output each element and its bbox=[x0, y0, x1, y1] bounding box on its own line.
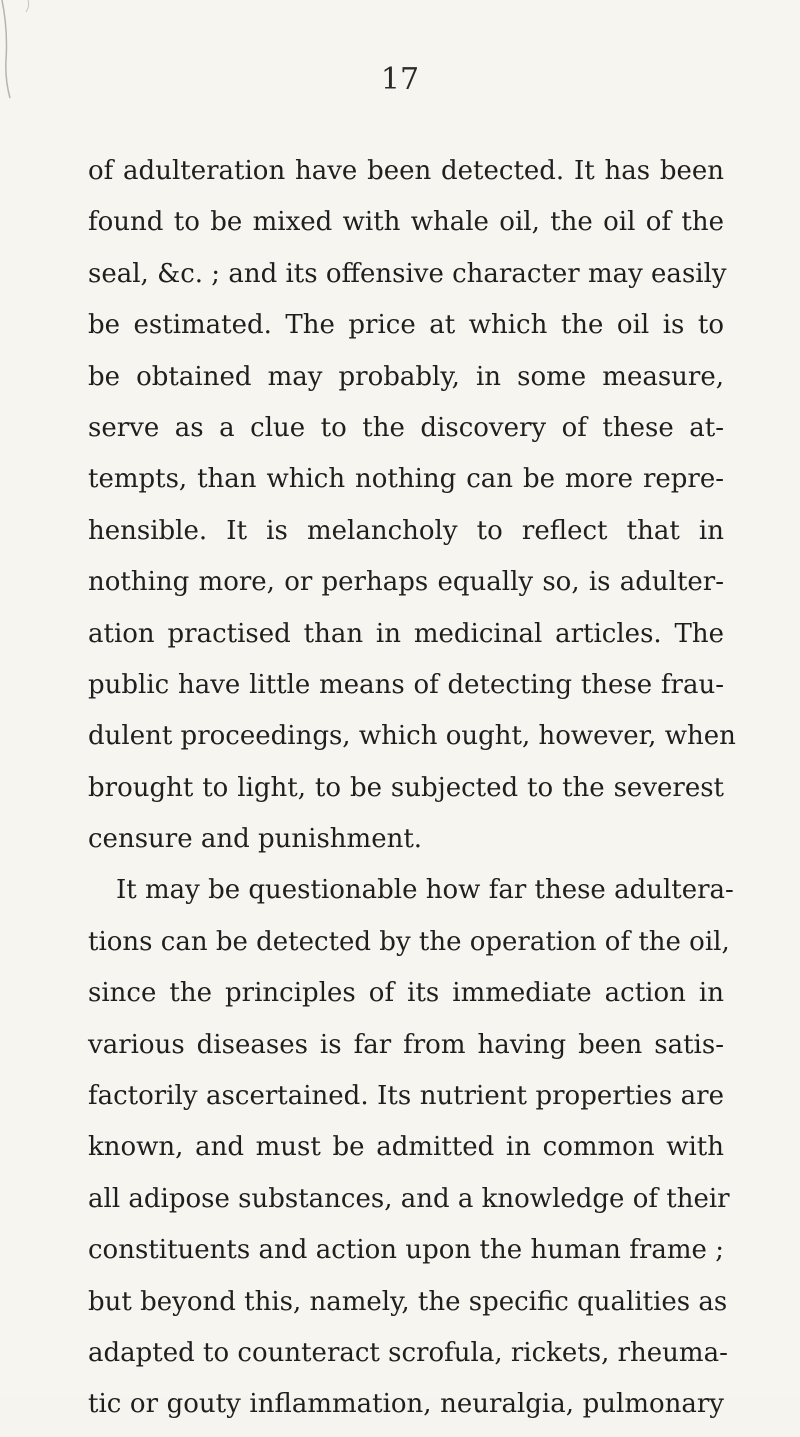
text-line: ation practised than in medicinal articles. The bbox=[88, 618, 724, 649]
text-line: various diseases is far from having been satis- bbox=[88, 1029, 724, 1060]
text-line: all adipose substances, and a knowledge of their bbox=[88, 1183, 730, 1214]
text-line: be estimated. The price at which the oil is to bbox=[88, 310, 724, 341]
text-line: tempts, than which nothing can be more repre- bbox=[88, 464, 724, 495]
text-line: since the principles of its immediate action in bbox=[88, 978, 724, 1009]
text-line: brought to light, to be subjected to the severest bbox=[88, 772, 724, 803]
text-line: censure and punishment. bbox=[88, 824, 423, 855]
text-line: tic or gouty inflammation, neuralgia, pulmonary bbox=[88, 1389, 724, 1420]
body-text bbox=[88, 152, 736, 1437]
text-line: serve as a clue to the discovery of these at- bbox=[88, 412, 724, 443]
text-line: hensible. It is melancholy to reflect that in bbox=[88, 515, 724, 546]
text-line: but beyond this, namely, the specific qualities as bbox=[88, 1286, 728, 1317]
page-number: 17 bbox=[380, 62, 420, 97]
text-line: known, and must be admitted in common with bbox=[88, 1132, 724, 1163]
text-line: dulent proceedings, which ought, however, when bbox=[88, 721, 736, 752]
text-line: of adulteration have been detected. It has been bbox=[88, 156, 724, 186]
text-line: be obtained may probably, in some measure, bbox=[88, 361, 724, 392]
text-line: public have little means of detecting these frau- bbox=[88, 669, 724, 700]
text-line: constituents and action upon the human frame ; bbox=[88, 1235, 724, 1266]
text-line: factorily ascertained. Its nutrient properties are bbox=[88, 1081, 724, 1112]
text-line: tions can be detected by the operation of the oil, bbox=[88, 926, 730, 957]
paragraph-start-line: It may be questionable how far these adultera- bbox=[116, 875, 734, 906]
text-line: adapted to counteract scrofula, rickets, rheuma- bbox=[88, 1337, 728, 1368]
text-line: found to be mixed with whale oil, the oil of the bbox=[88, 207, 724, 238]
text-line: nothing more, or perhaps equally so, is adulter- bbox=[88, 567, 724, 598]
text-line: seal, &c. ; and its offensive character may easily bbox=[88, 258, 727, 289]
